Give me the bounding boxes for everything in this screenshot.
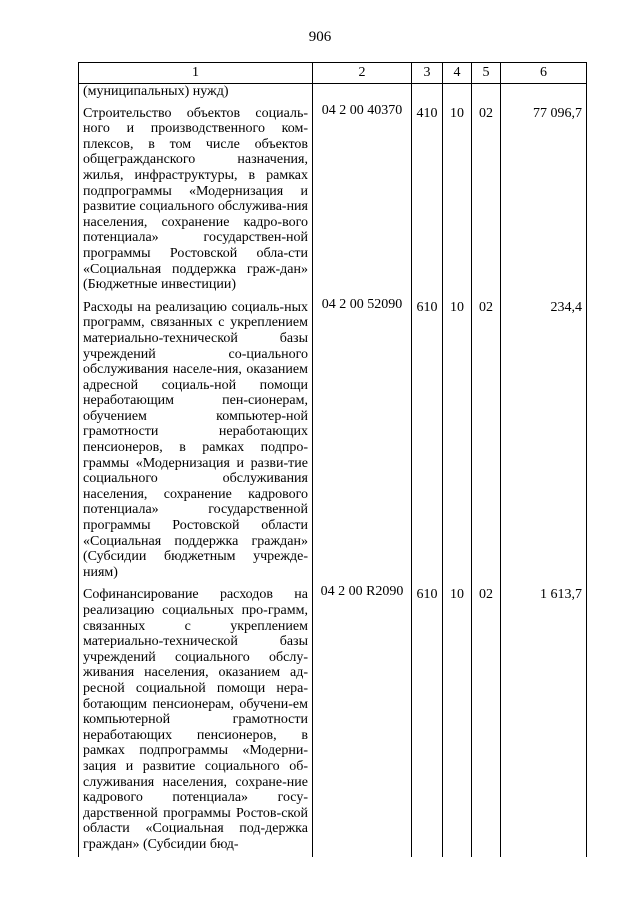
row-description: Расходы на реализацию социаль-ных программ, связанных с укреплением материально-технической базы учреждений со-циального обслуживания населе-ния, оказанием адресной социаль-ной помощи неработающим пен-сионерам, обучением компьютер-ной грамотности неработающих пенсионеров, в рамках подпро-граммы «Модернизация и разви-тие социального обслуживания населения, сохранение кадрового потенциала» государственной программы Ростовской области «Социальная поддержка граждан» (Субсидии бюджетным учрежде-ниям) <box>79 297 313 585</box>
table-header-row <box>79 63 587 84</box>
row-rz: 10 <box>443 297 472 585</box>
column-header: 3 <box>412 63 443 84</box>
row-code: 04 2 00 40370 <box>313 103 412 297</box>
table-row <box>79 103 587 297</box>
column-header: 5 <box>472 63 501 84</box>
column-header: 1 <box>79 63 313 84</box>
column-header: 2 <box>313 63 412 84</box>
page-number: 906 <box>308 29 332 45</box>
row-code: 04 2 00 52090 <box>313 297 412 585</box>
row-vr: 610 <box>412 584 443 856</box>
row-description: Строительство объектов социаль-ного и производственного ком-плексов, в том числе объектов общегражданского назначения, жилья, инфраструктуры, в рамках подпрограммы «Модернизация и развитие социального обслужива-ния населения, сохранение кадро-вого потенциала» государствен-ной программы Ростовской обла-сти «Социальная поддержка граж-дан» (Бюджетные инвестиции) <box>79 103 313 297</box>
row-vr: 410 <box>412 103 443 297</box>
row-code: 04 2 00 R2090 <box>313 584 412 856</box>
row-pr: 02 <box>472 297 501 585</box>
row-amount: 77 096,7 <box>501 103 587 297</box>
table-row <box>79 297 587 585</box>
row-amount: 234,4 <box>501 297 587 585</box>
column-header: 6 <box>501 63 587 84</box>
row-pr: 02 <box>472 103 501 297</box>
row-rz: 10 <box>443 103 472 297</box>
row-vr: 610 <box>412 297 443 585</box>
row-amount: 1 613,7 <box>501 584 587 856</box>
continuation-row <box>79 84 587 103</box>
row-rz: 10 <box>443 584 472 856</box>
row-pr: 02 <box>472 584 501 856</box>
continuation-text: (муниципальных) нужд) <box>79 84 313 103</box>
column-header: 4 <box>443 63 472 84</box>
table-row <box>79 584 587 856</box>
row-description: Софинансирование расходов на реализацию социальных про-грамм, связанных с укреплением материально-технической базы учреждений социального обслу-живания населения, оказанием ад-ресной социальной помощи нера-ботающим пенсионерам, обучени-ем компьютерной грамотности неработающих пенсионеров, в рамках подпрограммы «Модерни-зация и развитие социального об-служивания населения, сохране-ние кадрового потенциала» госу-дарственной программы Ростов-ской области «Социальная под-держка граждан» (Субсидии бюд- <box>79 584 313 856</box>
budget-table <box>78 62 587 857</box>
